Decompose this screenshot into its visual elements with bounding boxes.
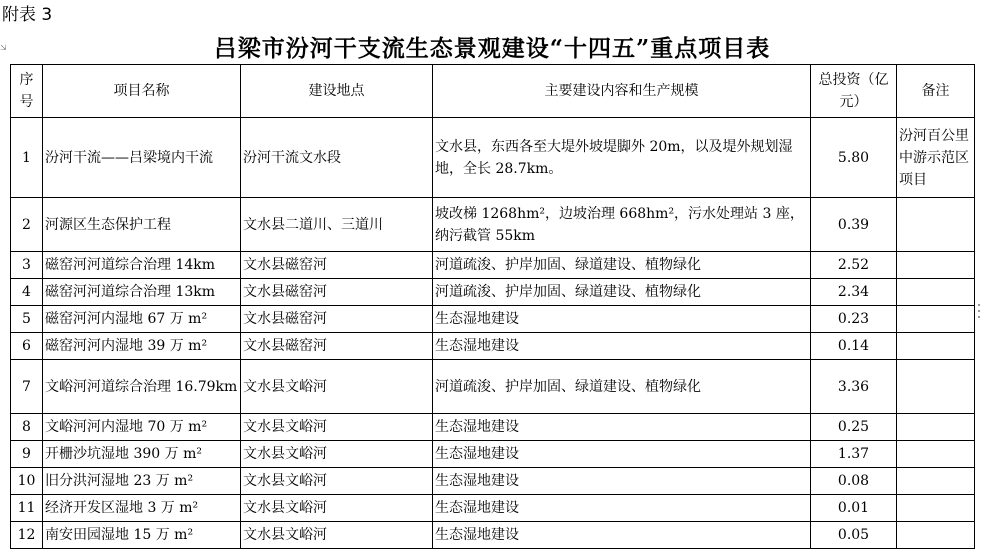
table-row: [11, 468, 975, 495]
cell-location: 文水县文峪河: [241, 360, 433, 414]
table-row: [11, 279, 975, 306]
cell-note: [897, 468, 975, 495]
cell-location: 文水县磁窑河: [241, 279, 433, 306]
header-location: 建设地点: [241, 65, 433, 118]
cell-note: [897, 279, 975, 306]
cell-index: 7: [11, 360, 43, 414]
cell-location: 文水县文峪河: [241, 441, 433, 468]
cell-note: [897, 198, 975, 252]
cell-investment: 0.01: [811, 495, 897, 522]
cell-name: 文峪河河道综合治理 16.79km: [43, 360, 241, 414]
cell-name: 磁窑河河道综合治理 14km: [43, 252, 241, 279]
resize-handle-icon: [976, 300, 982, 324]
cell-note: [897, 360, 975, 414]
header-content: 主要建设内容和生产规模: [433, 65, 811, 118]
header-note: 备注: [897, 65, 975, 118]
cell-investment: 2.34: [811, 279, 897, 306]
cell-investment: 0.05: [811, 522, 897, 549]
table-row: [11, 441, 975, 468]
cell-name: 旧分洪河湿地 23 万 m²: [43, 468, 241, 495]
cell-investment: 3.36: [811, 360, 897, 414]
cell-name: 文峪河河内湿地 70 万 m²: [43, 414, 241, 441]
cell-location: 汾河干流文水段: [241, 118, 433, 198]
cell-name: 汾河干流——吕梁境内干流: [43, 118, 241, 198]
header-name: 项目名称: [43, 65, 241, 118]
cell-name: 开栅沙坑湿地 390 万 m²: [43, 441, 241, 468]
cell-note: [897, 495, 975, 522]
cell-note: [897, 441, 975, 468]
cell-note: [897, 522, 975, 549]
table-body: [11, 118, 975, 549]
page-title: 吕梁市汾河干支流生态景观建设“十四五”重点项目表: [213, 35, 771, 62]
cell-index: 9: [11, 441, 43, 468]
cell-index: 2: [11, 198, 43, 252]
cell-index: 1: [11, 118, 43, 198]
cell-content: 河道疏浚、护岸加固、绿道建设、植物绿化: [433, 252, 811, 279]
cell-content: 生态湿地建设: [433, 468, 811, 495]
cell-name: 磁窑河河内湿地 39 万 m²: [43, 333, 241, 360]
cell-note: [897, 252, 975, 279]
projects-table: [10, 64, 975, 549]
cell-location: 文水县磁窑河: [241, 333, 433, 360]
table-row: [11, 495, 975, 522]
header-investment: 总投资（亿元）: [811, 65, 897, 118]
cell-investment: 0.08: [811, 468, 897, 495]
cell-note: 汾河百公里中游示范区项目: [897, 118, 975, 198]
cell-content: 生态湿地建设: [433, 306, 811, 333]
table-row: [11, 252, 975, 279]
cell-content: 生态湿地建设: [433, 414, 811, 441]
cell-content: 河道疏浚、护岸加固、绿道建设、植物绿化: [433, 279, 811, 306]
cell-location: 文水县磁窑河: [241, 252, 433, 279]
cell-investment: 1.37: [811, 441, 897, 468]
cell-content: 生态湿地建设: [433, 333, 811, 360]
cell-note: [897, 306, 975, 333]
table-header-row: [11, 65, 975, 118]
anchor-mark-icon: ⇲: [0, 43, 7, 52]
cell-index: 12: [11, 522, 43, 549]
header-index: 序号: [11, 65, 43, 118]
annex-label: 附表 3: [2, 5, 53, 25]
cell-name: 经济开发区湿地 3 万 m²: [43, 495, 241, 522]
table-row: [11, 522, 975, 549]
table-row: [11, 198, 975, 252]
cell-location: 文水县文峪河: [241, 495, 433, 522]
cell-investment: 0.14: [811, 333, 897, 360]
cell-index: 6: [11, 333, 43, 360]
cell-index: 8: [11, 414, 43, 441]
cell-location: 文水县磁窑河: [241, 306, 433, 333]
cell-note: [897, 414, 975, 441]
cell-investment: 0.39: [811, 198, 897, 252]
table-row: [11, 306, 975, 333]
cell-content: 生态湿地建设: [433, 441, 811, 468]
cell-location: 文水县文峪河: [241, 414, 433, 441]
table-row: [11, 333, 975, 360]
cell-note: [897, 333, 975, 360]
cell-content: 文水县，东西各至大堤外坡堤脚外 20m，以及堤外规划湿地，全长 28.7km。: [433, 118, 811, 198]
cell-investment: 5.80: [811, 118, 897, 198]
cell-location: 文水县二道川、三道川: [241, 198, 433, 252]
table-row: [11, 118, 975, 198]
cell-location: 文水县文峪河: [241, 468, 433, 495]
cell-content: 坡改梯 1268hm²，边坡治理 668hm²，污水处理站 3 座，纳污截管 55km: [433, 198, 811, 252]
cell-index: 11: [11, 495, 43, 522]
cell-name: 磁窑河河内湿地 67 万 m²: [43, 306, 241, 333]
cell-name: 磁窑河河道综合治理 13km: [43, 279, 241, 306]
cell-content: 生态湿地建设: [433, 522, 811, 549]
cell-content: 生态湿地建设: [433, 495, 811, 522]
cell-content: 河道疏浚、护岸加固、绿道建设、植物绿化: [433, 360, 811, 414]
cell-index: 3: [11, 252, 43, 279]
cell-index: 4: [11, 279, 43, 306]
cell-index: 5: [11, 306, 43, 333]
table-row: [11, 414, 975, 441]
cell-index: 10: [11, 468, 43, 495]
table-row: [11, 360, 975, 414]
cell-investment: 2.52: [811, 252, 897, 279]
cell-name: 南安田园湿地 15 万 m²: [43, 522, 241, 549]
cell-location: 文水县文峪河: [241, 522, 433, 549]
cell-investment: 0.23: [811, 306, 897, 333]
cell-name: 河源区生态保护工程: [43, 198, 241, 252]
cell-investment: 0.25: [811, 414, 897, 441]
